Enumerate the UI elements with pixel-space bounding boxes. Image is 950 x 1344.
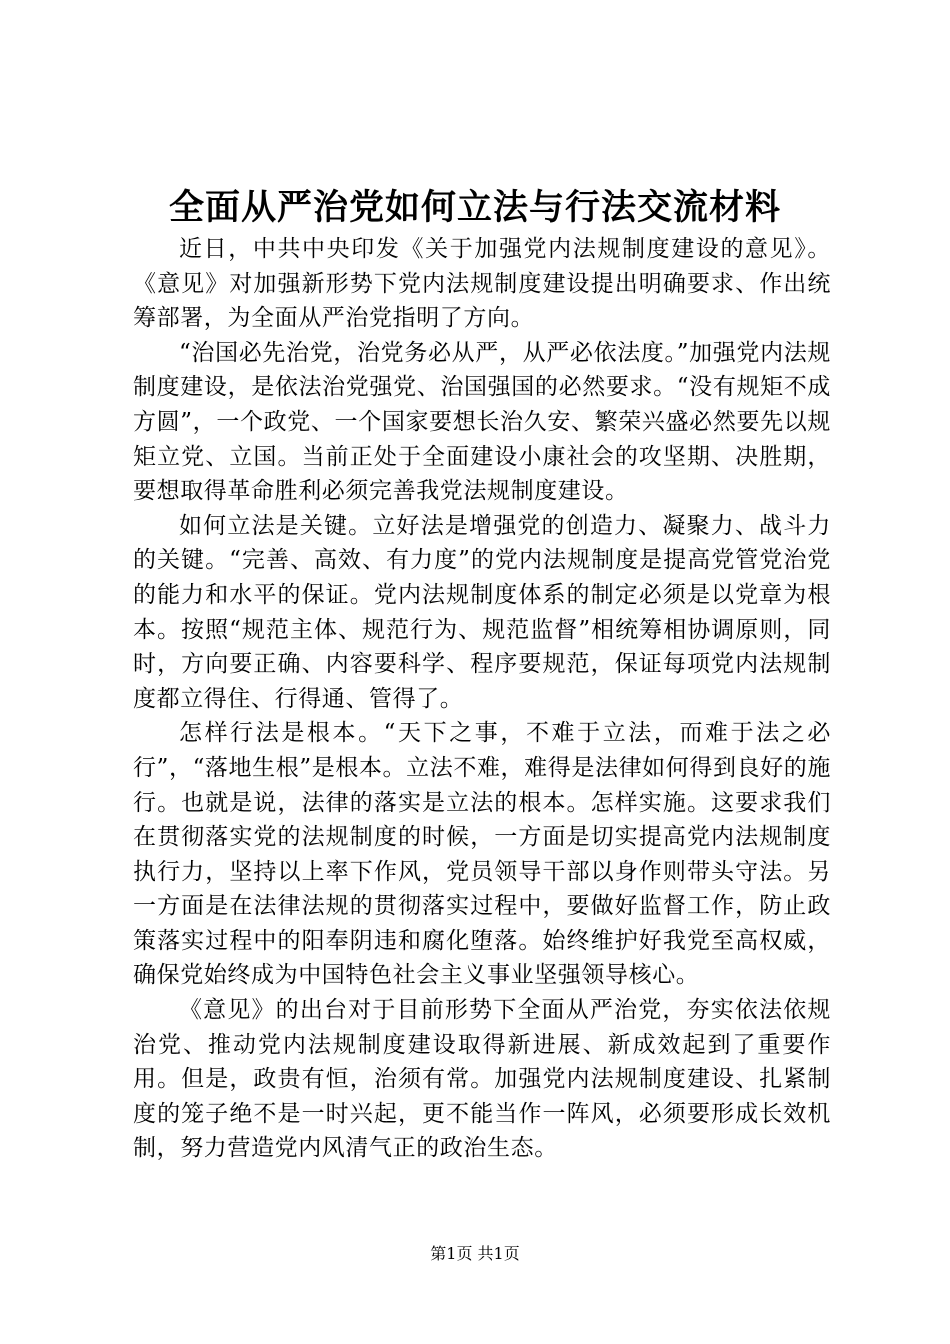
document-title: 全面从严治党如何立法与行法交流材料 <box>168 187 781 228</box>
body-paragraph: 怎样行法是根本。“天下之事，不难于立法，而难于法之必行”，“落地生根”是根本。立法不难，难得是法律如何得到良好的施行。也就是说，法律的落实是立法的根本。怎样实施。这要求我们在贯彻落实党的法规制度的时候，一方面是切实提高党内法规制度执行力，坚持以上率下作风，党员领导干部以身作则带头守法。另一方面是在法律法规的贯彻落实过程中，要做好监督工作，防止政策落实过程中的阳奉阴违和腐化堕落。始终维护好我党至高权威，确保党始终成为中国特色社会主义事业坚强领导核心。 <box>133 720 831 989</box>
body-paragraph: 《意见》的出台对于目前形势下全面从严治党，夯实依法依规治党、推动党内法规制度建设取得新进展、新成效起到了重要作用。但是，政贵有恒，治须有常。加强党内法规制度建设、扎紧制度的笼子绝不是一时兴起，更不能当作一阵风，必须要形成长效机制，努力营造党内风清气正的政治生态。 <box>133 997 831 1162</box>
body-paragraph: 近日，中共中央印发《关于加强党内法规制度建设的意见》。《意见》对加强新形势下党内法规制度建设提出明确要求、作出统筹部署，为全面从严治党指明了方向。 <box>133 236 831 332</box>
body-paragraph: 如何立法是关键。立好法是增强党的创造力、凝聚力、战斗力的关键。“完善、高效、有力度”的党内法规制度是提高党管党治党的能力和水平的保证。党内法规制度体系的制定必须是以党章为根本。按照“规范主体、规范行为、规范监督”相统筹相协调原则，同时，方向要正确、内容要科学、程序要规范，保证每项党内法规制度都立得住、行得通、管得了。 <box>133 512 831 712</box>
page-number-footer: 第1页 共1页 <box>430 1244 520 1263</box>
body-paragraph: “治国必先治党，治党务必从严，从严必依法度。”加强党内法规制度建设，是依法治党强党、治国强国的必然要求。“没有规矩不成方圆”，一个政党、一个国家要想长治久安、繁荣兴盛必然要先以规矩立党、立国。当前正处于全面建设小康社会的攻坚期、决胜期，要想取得革命胜利必须完善我党法规制度建设。 <box>133 339 831 505</box>
document-body <box>133 232 831 1166</box>
